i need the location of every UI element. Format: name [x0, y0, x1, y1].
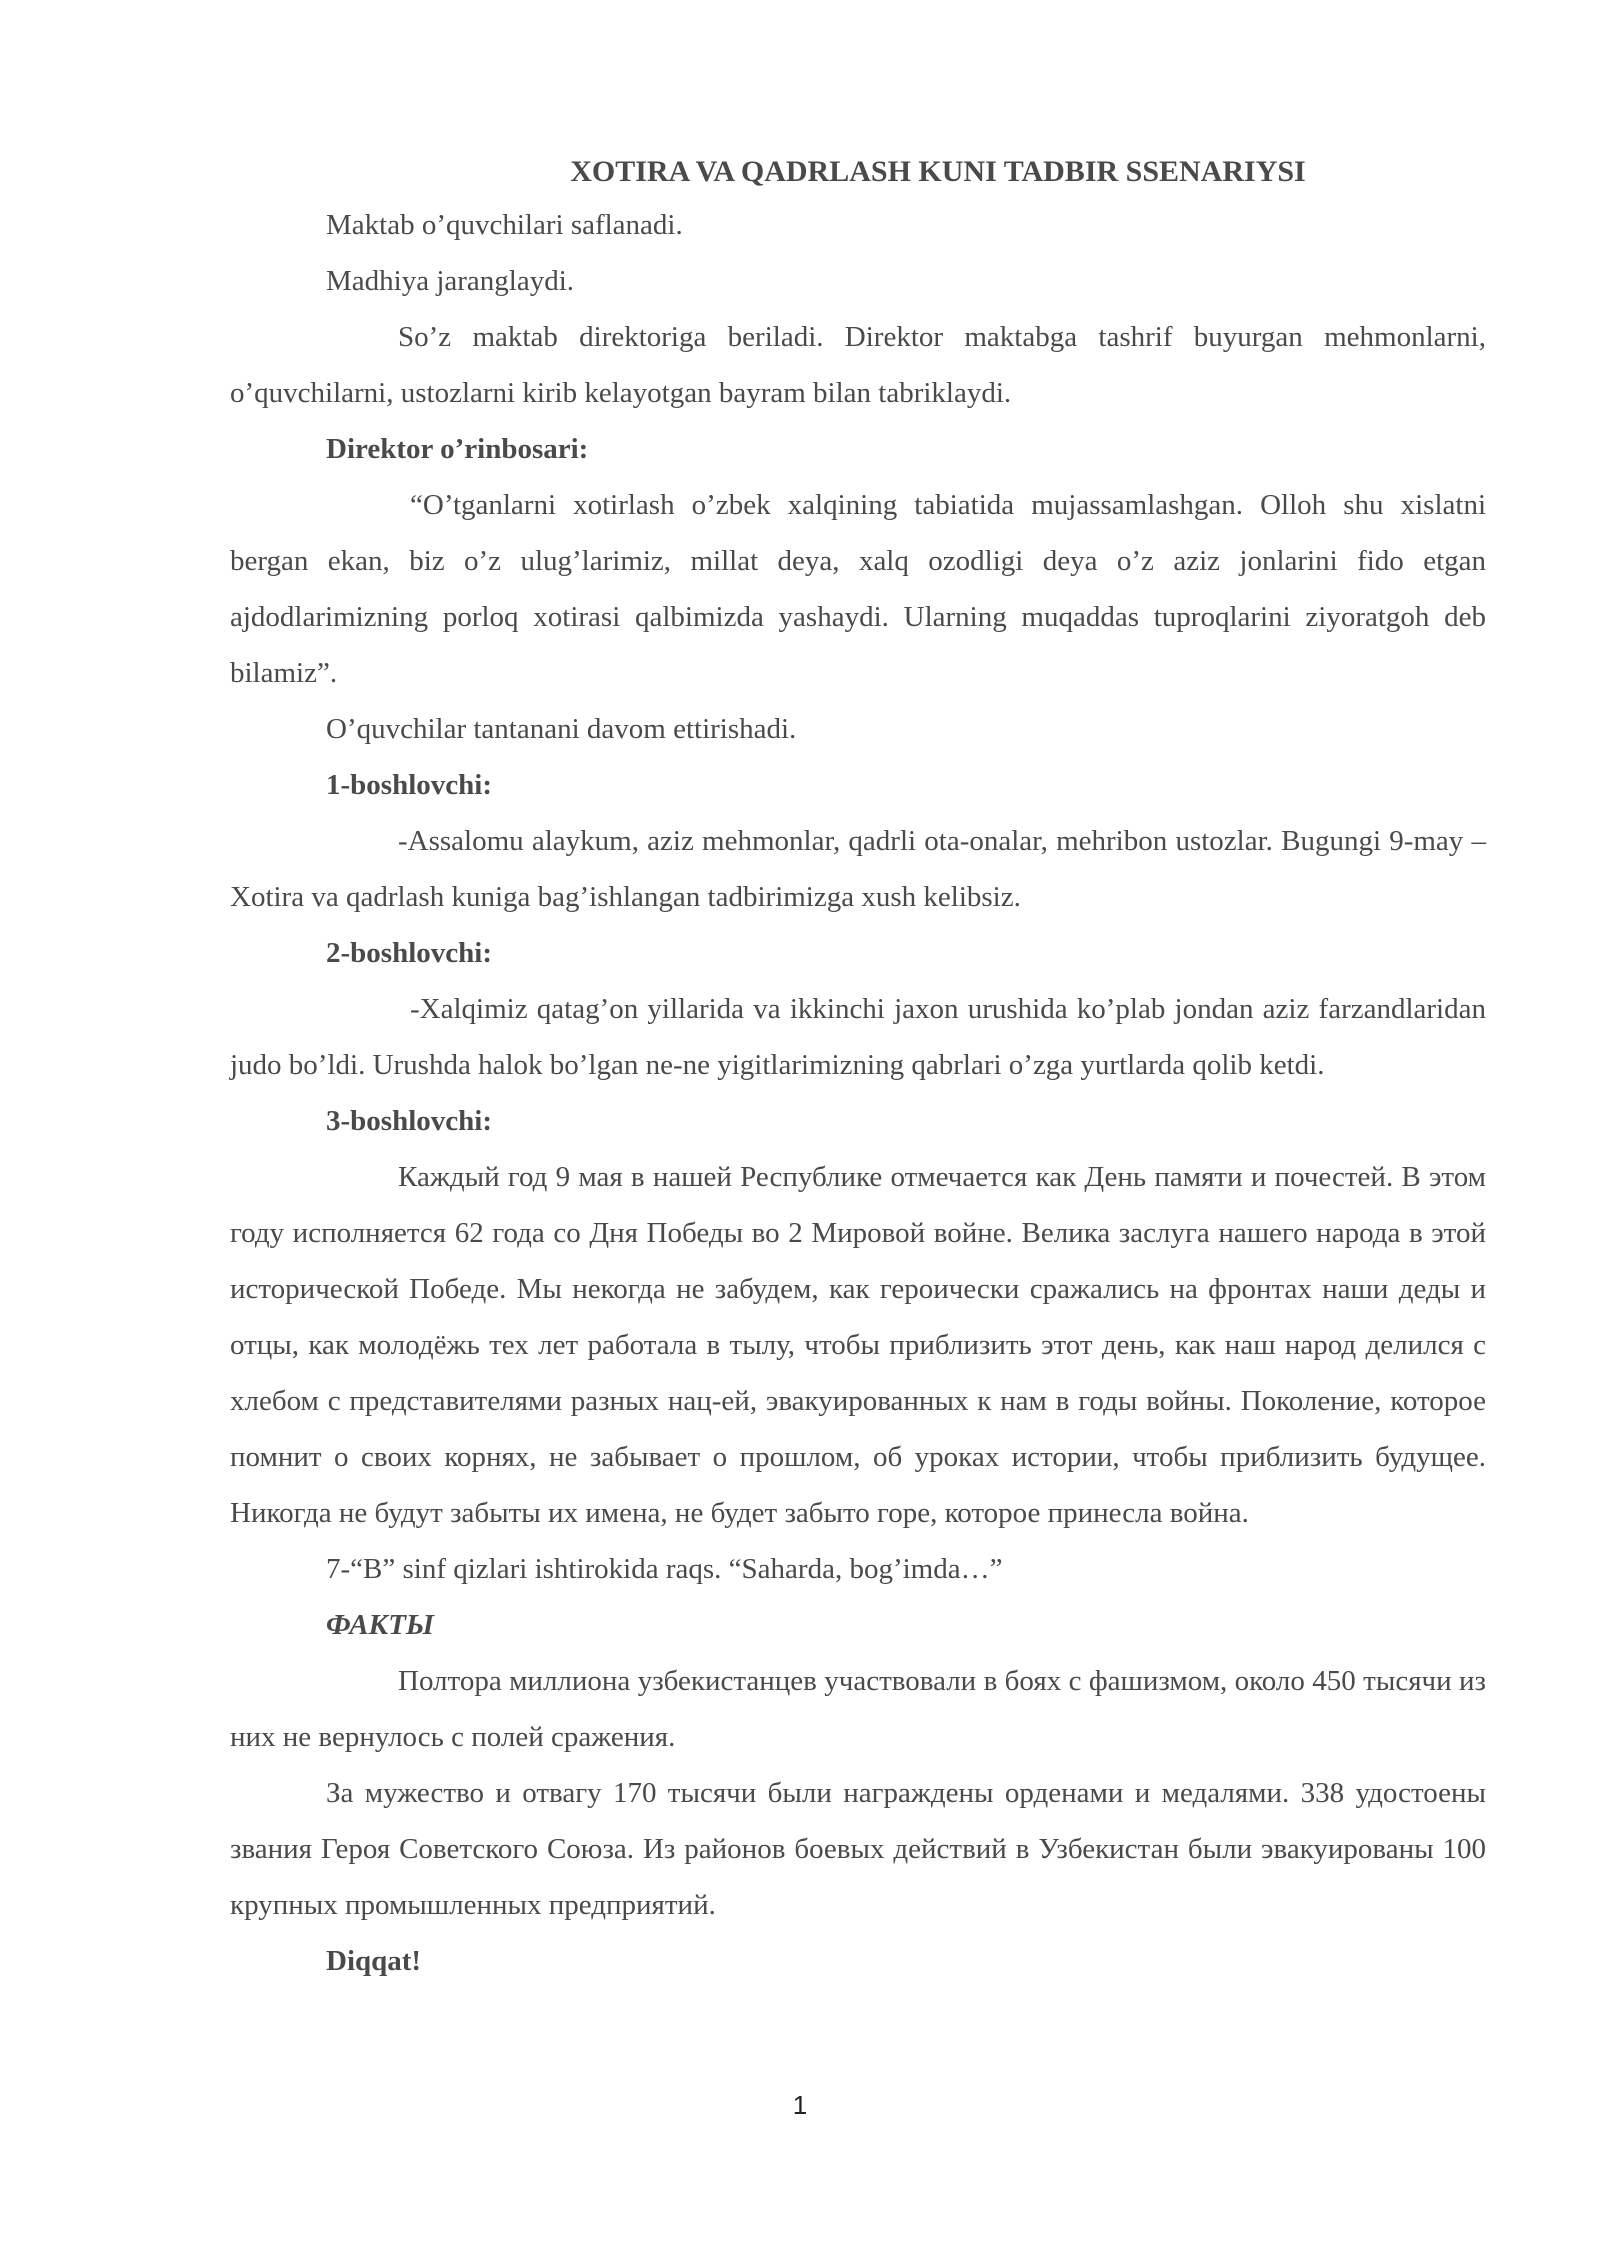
- heading-facts: ФАКТЫ: [326, 1609, 435, 1641]
- document-title: XOTIRA VA QADRLASH KUNI TADBIR SSENARIYSI: [570, 155, 1306, 188]
- paragraph-dance: 7-“B” sinf qizlari ishtirokida raqs. “Saharda, bog’imda…”: [326, 1553, 1003, 1585]
- paragraph-host-1-speech: -Assalomu alaykum, aziz mehmonlar, qadrli ota-onalar, mehribon ustozlar. Bugungi 9-may – Xotira va qadrlash kuniga bag’ishlangan tadbirimizga xush kelibsiz.: [230, 825, 1486, 913]
- heading-host-3: 3-boshlovchi:: [326, 1105, 492, 1137]
- page-number: 1: [792, 2090, 808, 2120]
- paragraph-host-2-speech: -Xalqimiz qatag’on yillarida va ikkinchi jaxon urushida ko’plab jondan aziz farzandlaridan judo bo’ldi. Urushda halok bo’lgan ne-ne yigitlarimizning qabrlari o’zga yurtlarda qolib ketdi.: [230, 993, 1486, 1081]
- heading-attention: Diqqat!: [326, 1945, 422, 1977]
- heading-host-2: 2-boshlovchi:: [326, 937, 492, 969]
- paragraph-deputy-speech: “O’tganlarni xotirlash o’zbek xalqining tabiatida mujassamlashgan. Olloh shu xislatni bergan ekan, biz o’z ulug’larimiz, millat deya, xalq ozodligi deya o’z aziz jonlarini fido etgan ajdodlarimizning porloq xotirasi qalbimizda yashaydi. Ularning muqaddas tuproqlarini ziyoratgoh deb bilamiz”.: [230, 489, 1486, 689]
- heading-host-1: 1-boshlovchi:: [326, 769, 492, 801]
- paragraph-fact-2: За мужество и отвагу 170 тысячи были награждены орденами и медалями. 338 удостоены звания Героя Советского Союза. Из районов боевых действий в Узбекистан были эвакуированы 100 крупных промышленных предприятий.: [230, 1777, 1486, 1921]
- paragraph-students-continue: O’quvchilar tantanani davom ettirishadi.: [326, 713, 797, 745]
- paragraph-host-3-speech: Каждый год 9 мая в нашей Республике отмечается как День памяти и почестей. В этом году исполняется 62 года со Дня Победы во 2 Мировой войне. Велика заслуга нашего народа в этой исторической Победе. Мы некогда не забудем, как героически сражались на фронтах наши деды и отцы, как молодёжь тех лет работала в тылу, чтобы приблизить этот день, как наш народ делился с хлебом с представителями разных нац-ей, эвакуированных к нам в годы войны. Поколение, которое помнит о своих корнях, не забывает о прошлом, об уроках истории, чтобы приблизить будущее. Никогда не будут забыты их имена, не будет забыто горе, которое принесла война.: [230, 1161, 1486, 1529]
- paragraph-fact-1: Полтора миллиона узбекистанцев участвовали в боях с фашизмом, около 450 тысячи из них не вернулось с полей сражения.: [230, 1665, 1486, 1753]
- paragraph-anthem: Madhiya jaranglaydi.: [326, 265, 575, 297]
- heading-deputy-director: Direktor o’rinbosari:: [326, 433, 589, 465]
- document-page: [230, 147, 1486, 1989]
- paragraph-line-up: Maktab o’quvchilari saflanadi.: [326, 209, 683, 241]
- paragraph-director: So’z maktab direktoriga beriladi. Direktor maktabga tashrif buyurgan mehmonlarni, o’quvchilarni, ustozlarni kirib kelayotgan bayram bilan tabriklaydi.: [230, 321, 1486, 409]
